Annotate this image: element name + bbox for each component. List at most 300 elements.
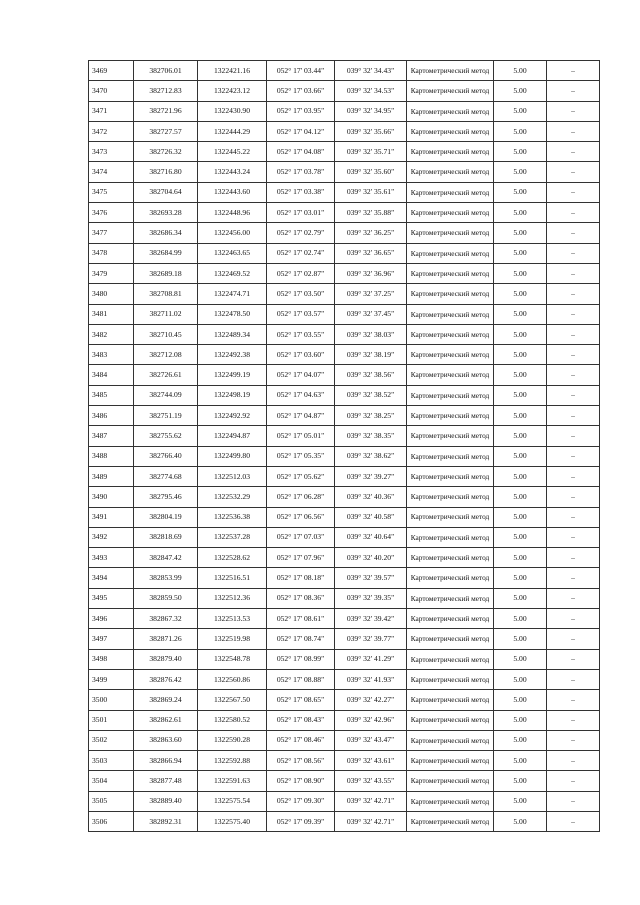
longitude-cell: 039° 32' 34.43" [335,61,407,81]
note-cell: – [547,771,600,791]
note-cell: – [547,548,600,568]
note-cell: – [547,365,600,385]
precision-cell: 5.00 [494,223,547,243]
y-coordinate-cell: 1322580.52 [198,710,267,730]
y-coordinate-cell: 1322537.28 [198,527,267,547]
precision-cell: 5.00 [494,385,547,405]
latitude-cell: 052° 17' 05.35" [267,446,335,466]
y-coordinate-cell: 1322489.34 [198,324,267,344]
precision-cell: 5.00 [494,406,547,426]
latitude-cell: 052° 17' 03.38" [267,182,335,202]
point-number-cell: 3495 [89,588,134,608]
table-row [89,121,600,141]
latitude-cell: 052° 17' 08.46" [267,730,335,750]
longitude-cell: 039° 32' 40.20" [335,548,407,568]
latitude-cell: 052° 17' 05.01" [267,426,335,446]
point-number-cell: 3472 [89,121,134,141]
note-cell: – [547,690,600,710]
note-cell: – [547,81,600,101]
latitude-cell: 052° 17' 08.99" [267,649,335,669]
method-cell: Картометрический метод [407,568,494,588]
note-cell: – [547,751,600,771]
x-coordinate-cell: 382876.42 [134,669,198,689]
x-coordinate-cell: 382795.46 [134,487,198,507]
x-coordinate-cell: 382859.50 [134,588,198,608]
note-cell: – [547,324,600,344]
latitude-cell: 052° 17' 05.62" [267,466,335,486]
y-coordinate-cell: 1322421.16 [198,61,267,81]
note-cell: – [547,243,600,263]
method-cell: Картометрический метод [407,629,494,649]
longitude-cell: 039° 32' 42.96" [335,710,407,730]
precision-cell: 5.00 [494,811,547,831]
table-row [89,507,600,527]
note-cell: – [547,101,600,121]
method-cell: Картометрический метод [407,791,494,811]
latitude-cell: 052° 17' 08.88" [267,669,335,689]
note-cell: – [547,609,600,629]
point-number-cell: 3496 [89,609,134,629]
y-coordinate-cell: 1322519.98 [198,629,267,649]
y-coordinate-cell: 1322591.63 [198,771,267,791]
latitude-cell: 052° 17' 02.74" [267,243,335,263]
precision-cell: 5.00 [494,669,547,689]
precision-cell: 5.00 [494,568,547,588]
longitude-cell: 039° 32' 39.57" [335,568,407,588]
precision-cell: 5.00 [494,81,547,101]
method-cell: Картометрический метод [407,548,494,568]
x-coordinate-cell: 382726.61 [134,365,198,385]
note-cell: – [547,345,600,365]
x-coordinate-cell: 382866.94 [134,751,198,771]
y-coordinate-cell: 1322443.24 [198,162,267,182]
y-coordinate-cell: 1322528.62 [198,548,267,568]
point-number-cell: 3477 [89,223,134,243]
precision-cell: 5.00 [494,466,547,486]
note-cell: – [547,223,600,243]
note-cell: – [547,487,600,507]
method-cell: Картометрический метод [407,61,494,81]
point-number-cell: 3492 [89,527,134,547]
latitude-cell: 052° 17' 07.03" [267,527,335,547]
precision-cell: 5.00 [494,791,547,811]
method-cell: Картометрический метод [407,446,494,466]
y-coordinate-cell: 1322443.60 [198,182,267,202]
x-coordinate-cell: 382804.19 [134,507,198,527]
y-coordinate-cell: 1322430.90 [198,101,267,121]
method-cell: Картометрический метод [407,345,494,365]
latitude-cell: 052° 17' 09.30" [267,791,335,811]
note-cell: – [547,203,600,223]
latitude-cell: 052° 17' 04.63" [267,385,335,405]
x-coordinate-cell: 382755.62 [134,426,198,446]
precision-cell: 5.00 [494,588,547,608]
point-number-cell: 3493 [89,548,134,568]
longitude-cell: 039° 32' 39.42" [335,609,407,629]
longitude-cell: 039° 32' 36.25" [335,223,407,243]
method-cell: Картометрический метод [407,81,494,101]
note-cell: – [547,162,600,182]
table-row [89,649,600,669]
x-coordinate-cell: 382879.40 [134,649,198,669]
latitude-cell: 052° 17' 08.56" [267,751,335,771]
x-coordinate-cell: 382711.02 [134,304,198,324]
precision-cell: 5.00 [494,548,547,568]
note-cell: – [547,426,600,446]
point-number-cell: 3489 [89,466,134,486]
precision-cell: 5.00 [494,710,547,730]
table-row [89,284,600,304]
y-coordinate-cell: 1322499.80 [198,446,267,466]
longitude-cell: 039° 32' 38.03" [335,324,407,344]
table-row [89,81,600,101]
note-cell: – [547,588,600,608]
table-row [89,791,600,811]
x-coordinate-cell: 382686.34 [134,223,198,243]
latitude-cell: 052° 17' 08.43" [267,710,335,730]
method-cell: Картометрический метод [407,466,494,486]
precision-cell: 5.00 [494,284,547,304]
latitude-cell: 052° 17' 03.01" [267,203,335,223]
longitude-cell: 039° 32' 37.45" [335,304,407,324]
latitude-cell: 052° 17' 02.79" [267,223,335,243]
table-row [89,101,600,121]
point-number-cell: 3497 [89,629,134,649]
point-number-cell: 3471 [89,101,134,121]
precision-cell: 5.00 [494,142,547,162]
table-row [89,446,600,466]
note-cell: – [547,730,600,750]
table-row [89,324,600,344]
x-coordinate-cell: 382693.28 [134,203,198,223]
x-coordinate-cell: 382689.18 [134,263,198,283]
method-cell: Картометрический метод [407,324,494,344]
y-coordinate-cell: 1322548.78 [198,649,267,669]
longitude-cell: 039° 32' 42.71" [335,791,407,811]
table-row [89,203,600,223]
note-cell: – [547,182,600,202]
point-number-cell: 3470 [89,81,134,101]
table-row [89,142,600,162]
longitude-cell: 039° 32' 35.88" [335,203,407,223]
table-row [89,304,600,324]
table-row [89,487,600,507]
y-coordinate-cell: 1322444.29 [198,121,267,141]
method-cell: Картометрический метод [407,203,494,223]
point-number-cell: 3481 [89,304,134,324]
longitude-cell: 039° 32' 38.56" [335,365,407,385]
longitude-cell: 039° 32' 34.53" [335,81,407,101]
y-coordinate-cell: 1322575.54 [198,791,267,811]
method-cell: Картометрический метод [407,487,494,507]
precision-cell: 5.00 [494,182,547,202]
method-cell: Картометрический метод [407,142,494,162]
precision-cell: 5.00 [494,751,547,771]
y-coordinate-cell: 1322492.38 [198,345,267,365]
x-coordinate-cell: 382862.61 [134,710,198,730]
y-coordinate-cell: 1322590.28 [198,730,267,750]
table-row [89,690,600,710]
method-cell: Картометрический метод [407,751,494,771]
longitude-cell: 039° 32' 34.95" [335,101,407,121]
precision-cell: 5.00 [494,730,547,750]
note-cell: – [547,304,600,324]
table-row [89,426,600,446]
method-cell: Картометрический метод [407,365,494,385]
method-cell: Картометрический метод [407,690,494,710]
table-row [89,669,600,689]
y-coordinate-cell: 1322536.38 [198,507,267,527]
note-cell: – [547,811,600,831]
note-cell: – [547,121,600,141]
y-coordinate-cell: 1322513.53 [198,609,267,629]
point-number-cell: 3476 [89,203,134,223]
latitude-cell: 052° 17' 08.18" [267,568,335,588]
x-coordinate-cell: 382774.68 [134,466,198,486]
method-cell: Картометрический метод [407,507,494,527]
table-row [89,548,600,568]
table-row [89,527,600,547]
method-cell: Картометрический метод [407,385,494,405]
latitude-cell: 052° 17' 03.66" [267,81,335,101]
method-cell: Картометрический метод [407,243,494,263]
y-coordinate-cell: 1322512.03 [198,466,267,486]
precision-cell: 5.00 [494,507,547,527]
latitude-cell: 052° 17' 03.78" [267,162,335,182]
point-number-cell: 3499 [89,669,134,689]
precision-cell: 5.00 [494,365,547,385]
note-cell: – [547,568,600,588]
table-row [89,365,600,385]
x-coordinate-cell: 382889.40 [134,791,198,811]
note-cell: – [547,61,600,81]
point-number-cell: 3504 [89,771,134,791]
longitude-cell: 039° 32' 42.27" [335,690,407,710]
longitude-cell: 039° 32' 35.71" [335,142,407,162]
precision-cell: 5.00 [494,61,547,81]
y-coordinate-cell: 1322575.40 [198,811,267,831]
precision-cell: 5.00 [494,304,547,324]
x-coordinate-cell: 382847.42 [134,548,198,568]
latitude-cell: 052° 17' 03.44" [267,61,335,81]
x-coordinate-cell: 382684.99 [134,243,198,263]
x-coordinate-cell: 382871.26 [134,629,198,649]
note-cell: – [547,710,600,730]
table-row [89,710,600,730]
longitude-cell: 039° 32' 43.47" [335,730,407,750]
precision-cell: 5.00 [494,324,547,344]
y-coordinate-cell: 1322560.86 [198,669,267,689]
table-row [89,609,600,629]
x-coordinate-cell: 382853.99 [134,568,198,588]
method-cell: Картометрический метод [407,406,494,426]
x-coordinate-cell: 382751.19 [134,406,198,426]
precision-cell: 5.00 [494,101,547,121]
table-row [89,730,600,750]
method-cell: Картометрический метод [407,426,494,446]
y-coordinate-cell: 1322516.51 [198,568,267,588]
x-coordinate-cell: 382744.09 [134,385,198,405]
table-row [89,751,600,771]
x-coordinate-cell: 382818.69 [134,527,198,547]
longitude-cell: 039° 32' 37.25" [335,284,407,304]
y-coordinate-cell: 1322463.65 [198,243,267,263]
latitude-cell: 052° 17' 03.50" [267,284,335,304]
table-row [89,406,600,426]
table-row [89,61,600,81]
longitude-cell: 039° 32' 36.65" [335,243,407,263]
x-coordinate-cell: 382867.32 [134,609,198,629]
latitude-cell: 052° 17' 06.56" [267,507,335,527]
x-coordinate-cell: 382716.80 [134,162,198,182]
precision-cell: 5.00 [494,629,547,649]
coordinates-table [88,60,600,832]
x-coordinate-cell: 382704.64 [134,182,198,202]
longitude-cell: 039° 32' 35.61" [335,182,407,202]
x-coordinate-cell: 382721.96 [134,101,198,121]
longitude-cell: 039° 32' 40.36" [335,487,407,507]
y-coordinate-cell: 1322492.92 [198,406,267,426]
method-cell: Картометрический метод [407,121,494,141]
x-coordinate-cell: 382877.48 [134,771,198,791]
point-number-cell: 3473 [89,142,134,162]
y-coordinate-cell: 1322448.96 [198,203,267,223]
point-number-cell: 3487 [89,426,134,446]
table-row [89,568,600,588]
method-cell: Картометрический метод [407,162,494,182]
longitude-cell: 039° 32' 39.77" [335,629,407,649]
note-cell: – [547,263,600,283]
table-row [89,162,600,182]
table-row [89,466,600,486]
longitude-cell: 039° 32' 38.25" [335,406,407,426]
method-cell: Картометрический метод [407,669,494,689]
method-cell: Картометрический метод [407,101,494,121]
latitude-cell: 052° 17' 03.60" [267,345,335,365]
latitude-cell: 052° 17' 06.28" [267,487,335,507]
table-row [89,588,600,608]
y-coordinate-cell: 1322498.19 [198,385,267,405]
point-number-cell: 3474 [89,162,134,182]
precision-cell: 5.00 [494,487,547,507]
table-row [89,385,600,405]
method-cell: Картометрический метод [407,223,494,243]
point-number-cell: 3484 [89,365,134,385]
note-cell: – [547,507,600,527]
latitude-cell: 052° 17' 08.90" [267,771,335,791]
x-coordinate-cell: 382726.32 [134,142,198,162]
note-cell: – [547,649,600,669]
table-row [89,182,600,202]
point-number-cell: 3505 [89,791,134,811]
longitude-cell: 039° 32' 40.64" [335,527,407,547]
precision-cell: 5.00 [494,426,547,446]
y-coordinate-cell: 1322469.52 [198,263,267,283]
table-row [89,243,600,263]
latitude-cell: 052° 17' 08.36" [267,588,335,608]
y-coordinate-cell: 1322532.29 [198,487,267,507]
point-number-cell: 3488 [89,446,134,466]
y-coordinate-cell: 1322456.00 [198,223,267,243]
point-number-cell: 3502 [89,730,134,750]
note-cell: – [547,446,600,466]
y-coordinate-cell: 1322512.36 [198,588,267,608]
table-row [89,629,600,649]
y-coordinate-cell: 1322474.71 [198,284,267,304]
latitude-cell: 052° 17' 03.55" [267,324,335,344]
method-cell: Картометрический метод [407,710,494,730]
note-cell: – [547,385,600,405]
precision-cell: 5.00 [494,446,547,466]
latitude-cell: 052° 17' 04.08" [267,142,335,162]
note-cell: – [547,791,600,811]
x-coordinate-cell: 382710.45 [134,324,198,344]
longitude-cell: 039° 32' 35.66" [335,121,407,141]
point-number-cell: 3506 [89,811,134,831]
longitude-cell: 039° 32' 38.52" [335,385,407,405]
longitude-cell: 039° 32' 36.96" [335,263,407,283]
longitude-cell: 039° 32' 41.93" [335,669,407,689]
precision-cell: 5.00 [494,771,547,791]
y-coordinate-cell: 1322478.50 [198,304,267,324]
document-page [88,60,599,832]
note-cell: – [547,527,600,547]
point-number-cell: 3500 [89,690,134,710]
method-cell: Картометрический метод [407,588,494,608]
precision-cell: 5.00 [494,162,547,182]
latitude-cell: 052° 17' 04.07" [267,365,335,385]
latitude-cell: 052° 17' 03.95" [267,101,335,121]
table-row [89,771,600,791]
precision-cell: 5.00 [494,121,547,141]
latitude-cell: 052° 17' 04.87" [267,406,335,426]
method-cell: Картометрический метод [407,649,494,669]
longitude-cell: 039° 32' 38.19" [335,345,407,365]
longitude-cell: 039° 32' 43.61" [335,751,407,771]
point-number-cell: 3494 [89,568,134,588]
x-coordinate-cell: 382706.01 [134,61,198,81]
longitude-cell: 039° 32' 38.62" [335,446,407,466]
table-row [89,263,600,283]
point-number-cell: 3503 [89,751,134,771]
x-coordinate-cell: 382727.57 [134,121,198,141]
note-cell: – [547,406,600,426]
method-cell: Картометрический метод [407,263,494,283]
table-row [89,345,600,365]
point-number-cell: 3478 [89,243,134,263]
latitude-cell: 052° 17' 04.12" [267,121,335,141]
y-coordinate-cell: 1322494.87 [198,426,267,446]
latitude-cell: 052° 17' 08.74" [267,629,335,649]
method-cell: Картометрический метод [407,771,494,791]
longitude-cell: 039° 32' 35.60" [335,162,407,182]
x-coordinate-cell: 382712.08 [134,345,198,365]
point-number-cell: 3482 [89,324,134,344]
point-number-cell: 3486 [89,406,134,426]
longitude-cell: 039° 32' 40.58" [335,507,407,527]
precision-cell: 5.00 [494,345,547,365]
latitude-cell: 052° 17' 07.96" [267,548,335,568]
point-number-cell: 3480 [89,284,134,304]
method-cell: Картометрический метод [407,730,494,750]
longitude-cell: 039° 32' 43.55" [335,771,407,791]
table-row [89,223,600,243]
method-cell: Картометрический метод [407,182,494,202]
table-row [89,811,600,831]
point-number-cell: 3490 [89,487,134,507]
note-cell: – [547,142,600,162]
precision-cell: 5.00 [494,203,547,223]
